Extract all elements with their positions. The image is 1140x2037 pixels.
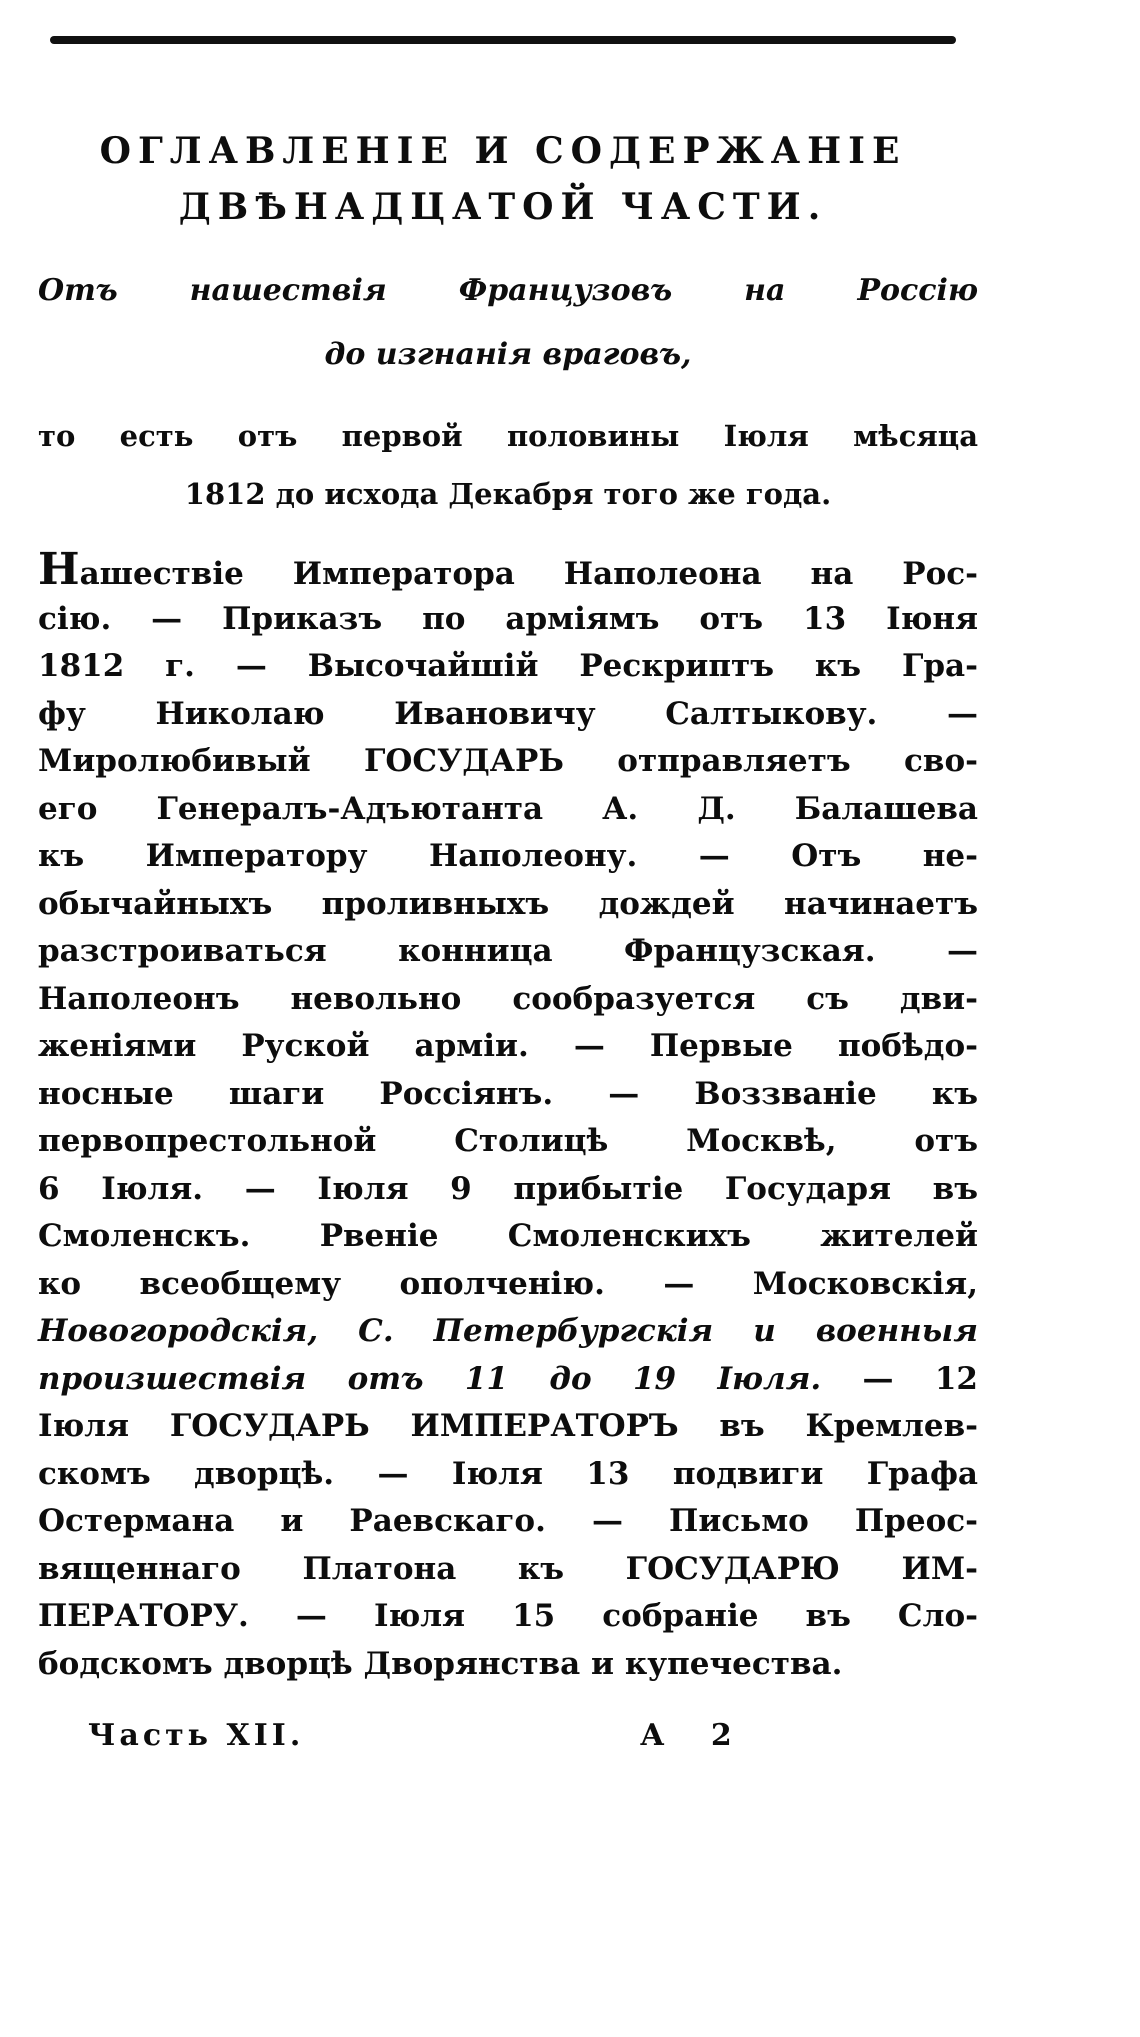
header-rule [50, 36, 956, 44]
text-line: разстроиваться конница Французская. — [38, 933, 978, 969]
text-line: обычайныхъ проливныхъ дождей начинаетъ [38, 885, 978, 922]
initial-letter: Н [38, 544, 80, 595]
text-line: сію. — Приказъ по арміямъ отъ 13 Іюня [38, 600, 978, 637]
text-line-rest: — 12 [862, 1360, 978, 1397]
text-line: ко всеобщему ополченію. — Московскія, [38, 1265, 978, 1302]
text-line: женіями Руской арміи. — Первые побѣдо- [38, 1028, 978, 1064]
text-line: первопрестольной Столицѣ Москвѣ, отъ [38, 1123, 978, 1159]
text-line: Миролюбивый ГОСУДАРЬ отправляетъ сво- [38, 743, 978, 779]
period-line-2: 1812 до исхода Декабря того же года. [184, 477, 832, 511]
text-line: носные шаги Россіянъ. — Воззваніе къ [38, 1075, 978, 1112]
text-line-italic: произшествія отъ 11 до 19 Іюля. [38, 1360, 822, 1397]
text-line: фу Николаю Ивановичу Салтыкову. — [38, 695, 978, 732]
text-line: Наполеонъ невольно сообразуется съ дви- [38, 980, 978, 1017]
text-line: ПЕРАТОРУ. — Іюля 15 собраніе въ Сло- [38, 1598, 978, 1634]
heading-line-2: ДВѢНАДЦАТОЙ ЧАСТИ. [178, 186, 828, 228]
text-line: его Генералъ-Адъютанта А. Д. Балашева [38, 790, 978, 827]
text-line-rest: ашествіе Императора Наполеона на Рос- [79, 556, 978, 592]
text-line: скомъ дворцѣ. — Іюля 13 подвиги Графа [38, 1455, 978, 1492]
text-line: къ Императору Наполеону. — Отъ не- [38, 838, 978, 874]
text-line: бодскомъ дворцѣ Дворянства и купечества. [38, 1645, 843, 1682]
subtitle-line-2: до изгнанія враговъ, [324, 337, 692, 372]
subtitle-line-1: Отъ нашествія Французовъ на Россію [38, 273, 978, 308]
text-line: Смоленскъ. Рвеніе Смоленскихъ жителей [38, 1218, 978, 1254]
text-line: Новогородскія, С. Петербургскія и военныя [38, 1313, 978, 1349]
text-line: 1812 г. — Высочайшій Рескриптъ къ Гра- [38, 648, 978, 684]
period-line-1: то есть отъ первой половины Іюля мѣсяца [38, 419, 978, 453]
signature-mark: А 2 [640, 1718, 750, 1753]
contents-text [38, 544, 978, 1688]
text-line: вященнаго Платона къ ГОСУДАРЮ ИМ- [38, 1550, 978, 1587]
text-line: Іюля ГОСУДАРЬ ИМПЕРАТОРЪ въ Кремлев- [38, 1408, 978, 1444]
text-line [38, 1356, 978, 1404]
heading-line-1: ОГЛАВЛЕНІЕ И СОДЕРЖАНІЕ [99, 130, 907, 172]
text-line: 6 Іюля. — Іюля 9 прибытіе Государя въ [38, 1170, 978, 1207]
text-line [38, 544, 978, 596]
text-line: Остермана и Раевскаго. — Письмо Преос- [38, 1503, 978, 1539]
signature-part: Часть XII. [88, 1718, 305, 1753]
